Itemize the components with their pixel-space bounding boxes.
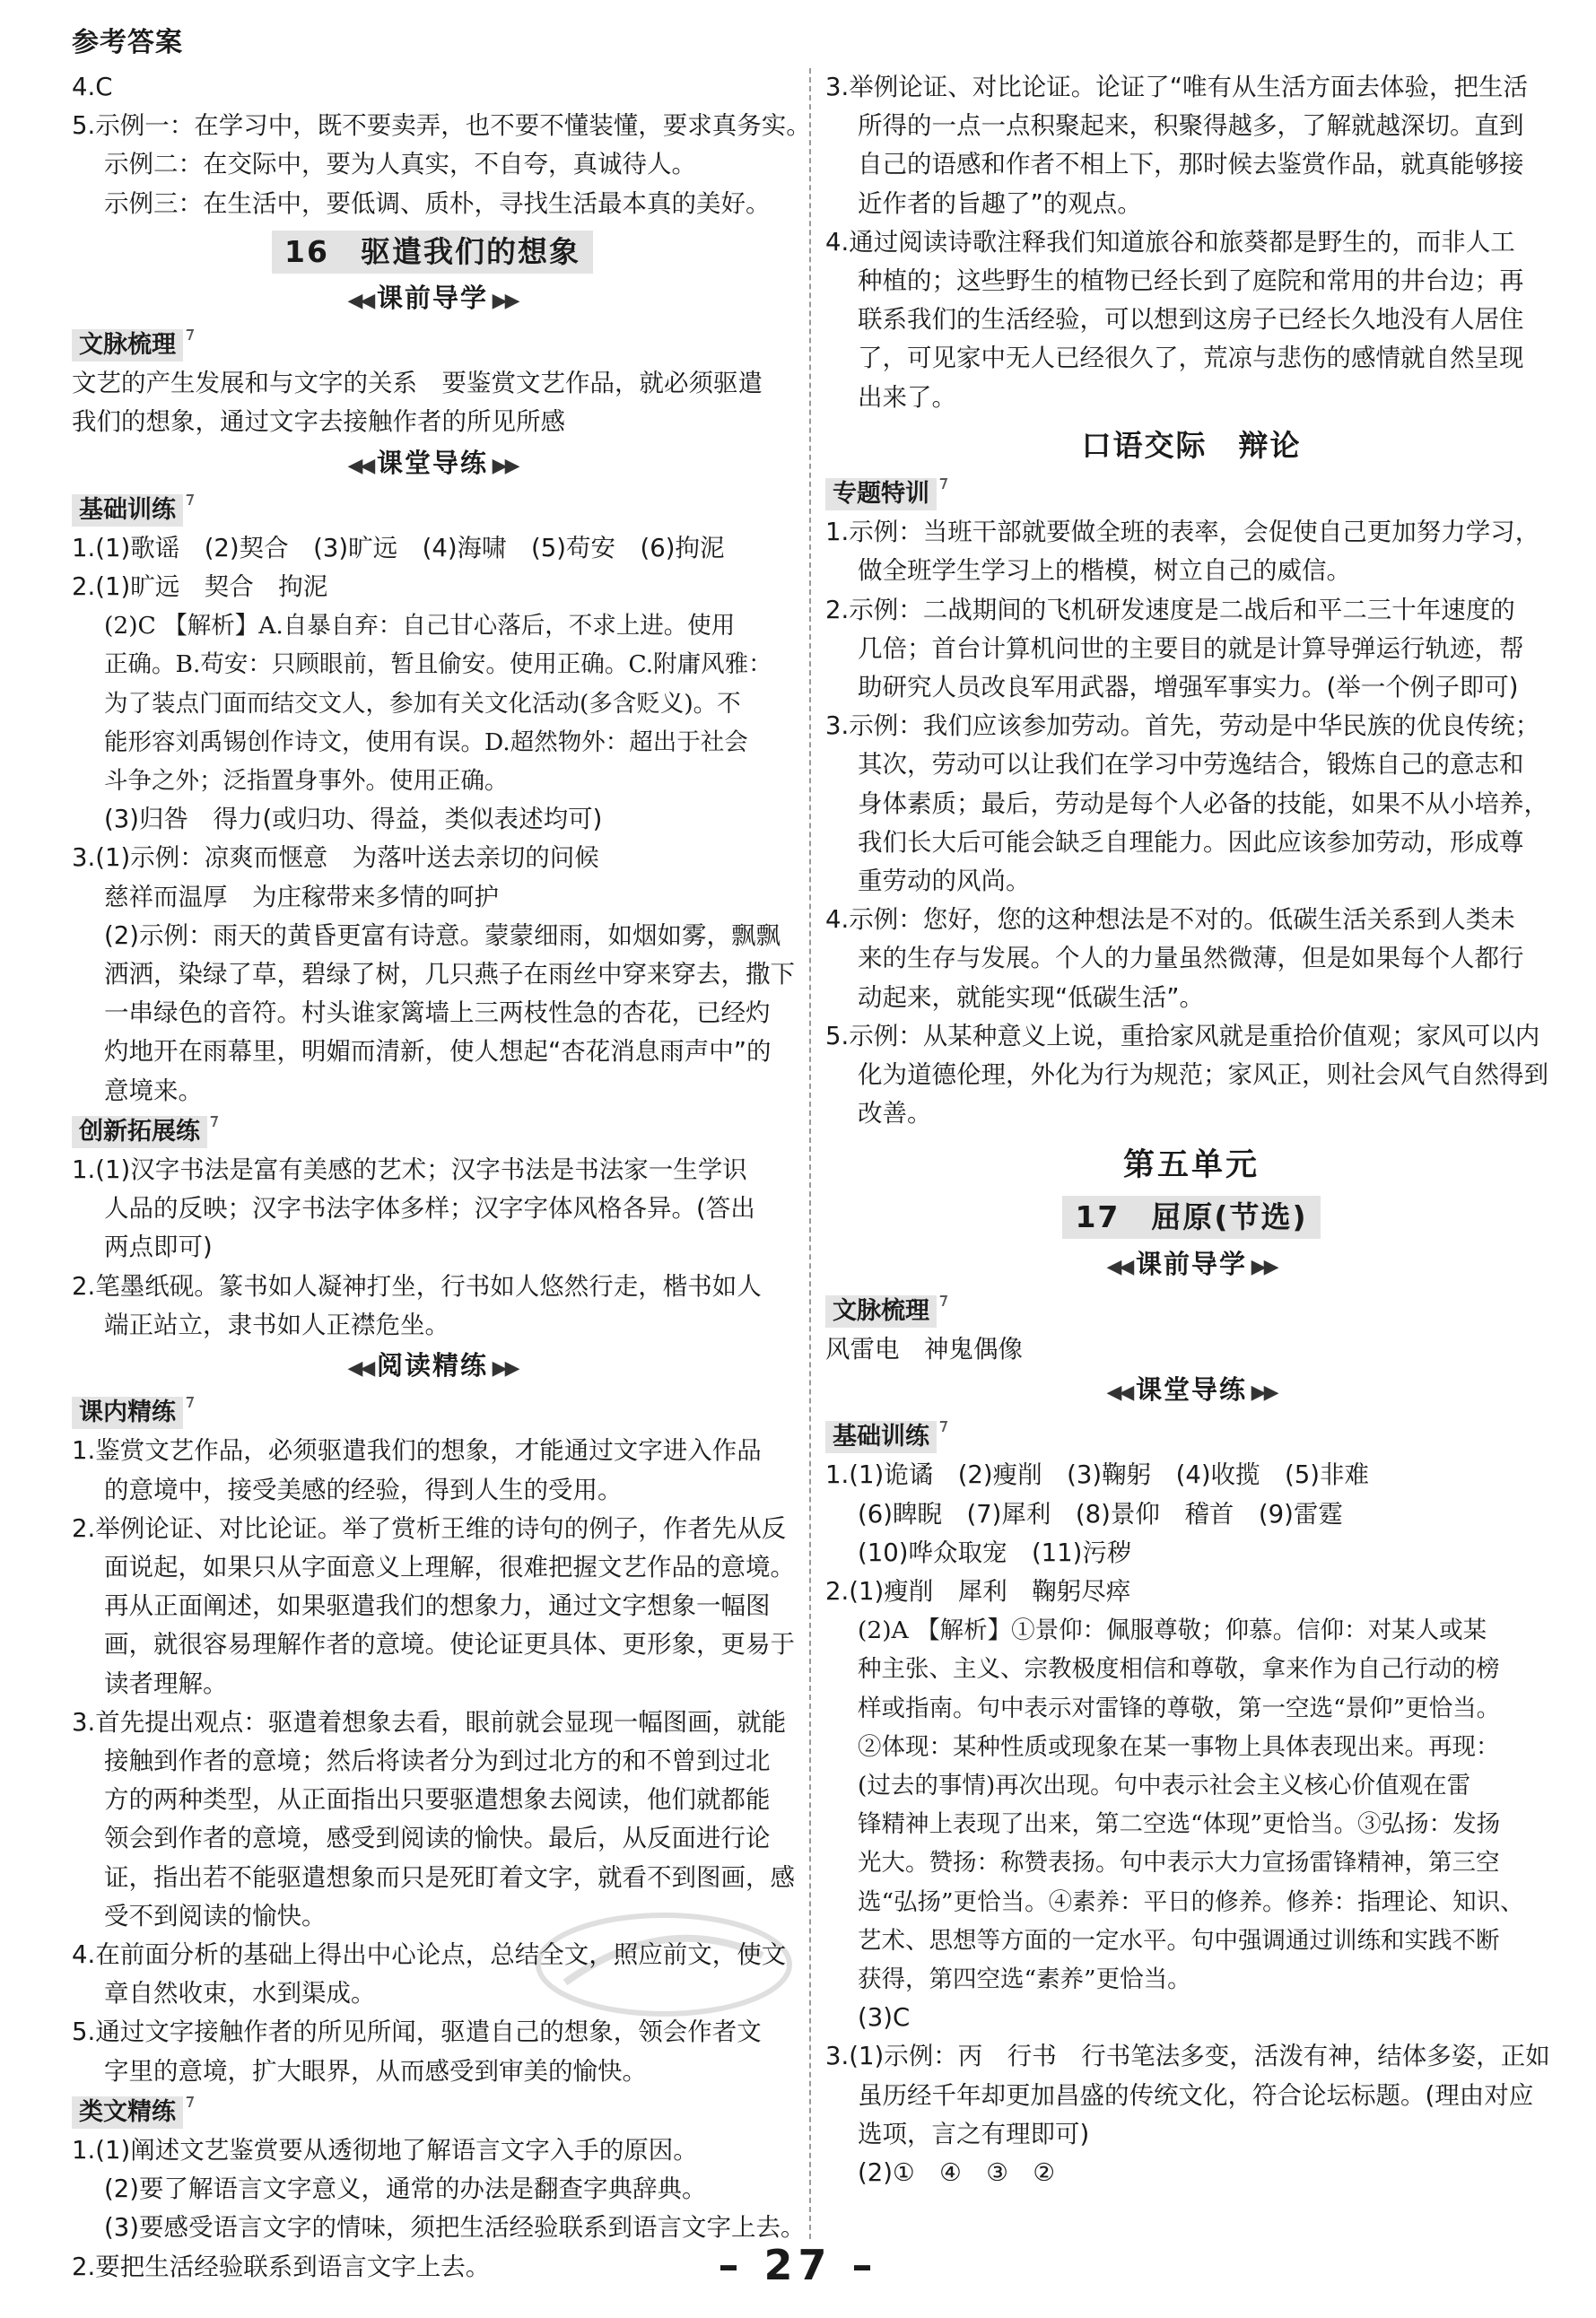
section-badge-row [72, 324, 793, 364]
answer-line: 端正站立，隶书如人正襟危坐。 [104, 1310, 449, 1339]
answer-line: (6)睥睨 (7)犀利 (8)景仰 稽首 (9)雷霆 [858, 1499, 1343, 1529]
answer-line: 2.示例：二战期间的飞机研发速度是二战后和平二三十年速度的 [825, 595, 1515, 624]
section-badge-row [825, 473, 1557, 513]
left-arrows-icon: ◀◀ [1106, 1255, 1136, 1278]
answer-line: 1.(1)诡谲 (2)瘦削 (3)鞠躬 (4)收揽 (5)非难 [825, 1460, 1370, 1490]
answer-line: 2.要把生活经验联系到语言文字上去。 [72, 2252, 491, 2281]
answer-line: 字里的意境，扩大眼界，从而感受到审美的愉快。 [104, 2056, 647, 2086]
answer-line: 所得的一点一点积聚起来，积聚得越多，了解就越深切。直到 [858, 111, 1524, 141]
answer-line: (3)C [858, 2003, 911, 2033]
answer-line: 两点即可) [104, 1233, 213, 1262]
left-arrows-icon: ◀◀ [347, 454, 377, 477]
answer-line: 方的两种类型，从正面指出只要驱遣想象去阅读，他们就都能 [104, 1785, 771, 1815]
answer-line: 选“弘扬”更恰当。④素养：平日的修养。修养：指理论、知识、 [858, 1887, 1524, 1916]
answer-line: 4.C [72, 73, 113, 101]
answer-line: 章自然收束，水到渠成。 [104, 1979, 376, 2009]
answer-line: 自己的语感和作者不相上下，那时候去鉴赏作品，就真能够接 [858, 150, 1524, 179]
section-badge: 基础训练 [72, 494, 183, 527]
answer-line: 重劳动的风尚。 [858, 867, 1031, 896]
section-badge-row [72, 489, 793, 529]
lesson-title-text: 17 屈原(节选) [1062, 1196, 1320, 1239]
answer-line: 种主张、主义、宗教极度相信和尊敬，拿来作为自己行动的榜 [858, 1655, 1500, 1684]
answer-line: 1.(1)歌谣 (2)契合 (3)旷远 (4)海啸 (5)苟安 (6)拘泥 [72, 533, 725, 562]
answer-line: (3)要感受语言文字的情味，须把生活经验联系到语言文字上去。 [104, 2213, 806, 2243]
answer-line: 1.(1)汉字书法是富有美感的艺术；汉字书法是书法家一生学识 [72, 1155, 747, 1185]
guide-heading-text: 课前导学 [1135, 1248, 1247, 1279]
answer-line: 受不到阅读的愉快。 [104, 1901, 327, 1930]
right-column [825, 68, 1557, 2239]
answer-line: 光大。赞扬：称赞表扬。句中表示大力宣扬雷锋精神，第三空 [858, 1849, 1500, 1878]
answer-line: 3.(1)示例：凉爽而惬意 为落叶送去亲切的问候 [72, 843, 599, 873]
section-badge: 文脉梳理 [825, 1295, 937, 1328]
left-column [72, 68, 811, 2281]
answer-line: 一串绿色的音符。村头谁家篱墙上三两枝性急的杏花，已经灼 [104, 998, 771, 1028]
answer-line: 化为道德伦理，外化为行为规范；家风正，则社会风气自然得到 [858, 1060, 1548, 1090]
answer-line: 意境来。 [104, 1076, 203, 1105]
answer-line: 样或指南。句中表示对雷锋的尊敬，第一空选“景仰”更恰当。 [858, 1694, 1501, 1722]
answer-line: 近作者的旨趣了”的观点。 [858, 188, 1142, 218]
section-badge-row [72, 1111, 793, 1151]
answer-line: 身体素质；最后，劳动是每个人必备的技能，如果不从小培养， [858, 789, 1548, 818]
lesson-title-text: 口语交际 辩论 [1081, 427, 1302, 463]
answer-line: 画，就很容易理解作者的意境。使论证更具体、更形象，更易于 [104, 1630, 795, 1660]
answer-line: 来的生存与发展。个人的力量虽然微薄，但是如果每个人都行 [858, 944, 1524, 973]
answer-line: 2.笔墨纸砚。篆书如人凝神打坐，行书如人悠然行走，楷书如人 [72, 1271, 762, 1301]
answer-line: 了，可见家中无人已经很久了，荒凉与悲伤的感情就自然呈现 [858, 344, 1524, 373]
answer-line: 5.示例：从某种意义上说，重拾家风就是重拾价值观；家风可以内 [825, 1021, 1540, 1050]
right-arrows-icon: ▶▶ [1247, 1381, 1277, 1405]
answer-line: 为了装点门面而结交文人，参加有关文化活动(多含贬义)。不 [104, 689, 741, 718]
section-badge-row [825, 1416, 1557, 1456]
answer-line: ②体现：某种性质或现象在某一事物上具体表现出来。再现： [858, 1732, 1500, 1761]
answer-line: 能形容刘禹锡创作诗文，使用有误。D.超然物外：超出于社会 [104, 728, 748, 756]
answer-line: 出来了。 [858, 382, 956, 412]
answer-line: 4.在前面分析的基础上得出中心论点，总结全文，照应前文，使文 [72, 1939, 787, 1969]
section-badge: 基础训练 [825, 1421, 937, 1453]
answer-line: 3.首先提出观点：驱遣着想象去看，眼前就会显现一幅图画，就能 [72, 1707, 787, 1737]
answer-line: 读者理解。 [104, 1669, 228, 1698]
left-arrows-icon: ◀◀ [347, 290, 377, 313]
guide-heading-text: 阅读精练 [376, 1350, 488, 1381]
answer-line: 3.(1)示例：丙 行书 行书笔法多变，活泼有神，结体多姿，正如 [825, 2042, 1550, 2071]
right-arrows-icon: ▶▶ [488, 1357, 518, 1381]
unit-title: 第五单元 [1122, 1147, 1260, 1184]
right-arrows-icon: ▶▶ [488, 454, 518, 477]
answer-line: 4.示例：您好，您的这种想法是不对的。低碳生活关系到人类未 [825, 905, 1515, 935]
answer-line: 做全班学生学习上的楷模，树立自己的威信。 [858, 556, 1351, 586]
right-arrows-icon: ▶▶ [1247, 1255, 1277, 1278]
left-arrows-icon: ◀◀ [347, 1357, 377, 1381]
answer-line: 虽历经千年却更加昌盛的传统文化，符合论坛标题。(理由对应 [858, 2080, 1534, 2110]
answer-line: 4.通过阅读诗歌注释我们知道旅谷和旅葵都是野生的，而非人工 [825, 227, 1515, 257]
answer-line: 选项，言之有理即可) [858, 2119, 1090, 2148]
answer-line: 3.举例论证、对比论证。论证了“唯有从生活方面去体验，把生活 [825, 73, 1528, 101]
answer-line: 面说起，如果只从字面意义上理解，很难把握文艺作品的意境。 [104, 1552, 795, 1582]
right-arrows-icon: ▶▶ [488, 290, 518, 313]
answer-line: 助研究人员改良军用武器，增强军事实力。(举一个例子即可) [858, 673, 1519, 702]
section-badge-row [72, 1391, 793, 1432]
section-badge-row [825, 1290, 1557, 1330]
answer-line: 种植的；这些野生的植物已经长到了庭院和常用的井台边；再 [858, 266, 1524, 296]
lesson-title [72, 231, 793, 274]
answer-line: (10)哗众取宠 (11)污秽 [858, 1538, 1132, 1567]
answer-line: 艺术、思想等方面的一定水平。句中强调通过训练和实践不断 [858, 1926, 1500, 1955]
answer-line: (2)A 【解析】①景仰：佩服尊敬；仰慕。信仰：对某人或某 [858, 1616, 1487, 1645]
answer-line: 2.(1)瘦削 犀利 鞠躬尽瘁 [825, 1576, 1131, 1606]
answer-line: 联系我们的生活经验，可以想到这房子已经长久地没有人居住 [858, 305, 1524, 335]
lesson-title [825, 1196, 1557, 1239]
lesson-title [825, 424, 1557, 467]
guide-heading-text: 课堂导练 [1135, 1374, 1247, 1406]
column-divider [809, 68, 811, 2239]
answer-line: 锋精神上表现了出来，第二空选“体现”更恰当。③弘扬：发扬 [858, 1810, 1501, 1839]
answer-line: 灼地开在雨幕里，明媚而清新，使人想起“杏花消息雨声中”的 [104, 1037, 772, 1067]
answer-line: (2)C 【解析】A.自暴自弃：自己甘心落后，不求上进。使用 [104, 612, 736, 640]
answer-line: 示例三：在生活中，要低调、质朴，寻找生活最本真的美好。 [104, 188, 771, 218]
answer-line: 其次，劳动可以让我们在学习中劳逸结合，锻炼自己的意志和 [858, 750, 1524, 780]
answer-line: 我们长大后可能会缺乏自理能力。因此应该参加劳动，形成尊 [858, 827, 1524, 857]
section-badge: 文脉梳理 [72, 329, 183, 362]
answer-line: 示例二：在交际中，要为人真实，不自夸，真诚待人。 [104, 150, 696, 179]
guide-heading-text: 课前导学 [376, 283, 488, 314]
section-badge: 课内精练 [72, 1397, 183, 1429]
answer-line: 1.示例：当班干部就要做全班的表率，会促使自己更加努力学习， [825, 518, 1540, 547]
answer-line: 5.示例一：在学习中，既不要卖弄，也不要不懂装懂，要求真务实。 [72, 111, 811, 141]
answer-line: 证，指出若不能驱遣想象而只是死盯着文字，就看不到图画，感 [104, 1862, 795, 1892]
answer-line: 2.(1)旷远 契合 拘泥 [72, 572, 328, 602]
answer-line: 斗争之外；泛指置身事外。使用正确。 [104, 767, 509, 796]
section-guide-heading [72, 444, 793, 485]
answer-line: 慈祥而温厚 为庄稼带来多情的呵护 [104, 882, 499, 911]
page-header: 参考答案 [72, 27, 183, 58]
answer-line: 1.鉴赏文艺作品，必须驱遣我们的想象，才能通过文字进入作品 [72, 1436, 762, 1466]
answer-line: 领会到作者的意境，感受到阅读的愉快。最后，从反面进行论 [104, 1824, 771, 1853]
answer-line: 5.通过文字接触作者的所见所闻，驱遣自己的想象，领会作者文 [72, 2017, 762, 2047]
page-number: – 27 – [718, 2241, 878, 2289]
guide-heading-text: 课堂导练 [376, 447, 488, 478]
answer-line: 风雷电 神鬼偶像 [825, 1334, 1023, 1364]
answer-line: 洒洒，染绿了草，碧绿了树，几只燕子在雨丝中穿来穿去，撒下 [104, 960, 795, 989]
answer-line: (2)① ④ ③ ② [858, 2157, 1056, 2187]
answer-line: 我们的想象，通过文字去接触作者的所见所感 [72, 407, 565, 437]
answer-line: (3)归咎 得力(或归功、得益，类似表述均可) [104, 805, 603, 834]
section-badge-row [72, 2091, 793, 2131]
section-badge: 创新拓展练 [72, 1116, 207, 1148]
answer-line: 2.举例论证、对比论证。举了赏析王维的诗句的例子，作者先从反 [72, 1513, 787, 1543]
section-guide-heading [72, 279, 793, 320]
answer-line: 1.(1)阐述文艺鉴赏要从透彻地了解语言文字入手的原因。 [72, 2135, 698, 2165]
answer-line: 正确。B.苟安：只顾眼前，暂且偷安。使用正确。C.附庸风雅： [104, 650, 772, 679]
section-badge: 类文精练 [72, 2096, 183, 2129]
section-guide-heading [825, 1245, 1557, 1286]
answer-line: (过去的事情)再次出现。句中表示社会主义核心价值观在雷 [858, 1771, 1471, 1800]
answer-line: (2)要了解语言文字意义，通常的办法是翻查字典辞典。 [104, 2174, 707, 2204]
section-guide-heading [825, 1371, 1557, 1412]
answer-line: 改善。 [858, 1099, 932, 1128]
answer-line: (2)示例：雨天的黄昏更富有诗意。蒙蒙细雨，如烟如雾，飘飘 [104, 920, 781, 950]
section-badge: 专题特训 [825, 478, 937, 510]
left-arrows-icon: ◀◀ [1106, 1381, 1136, 1405]
answer-line: 接触到作者的意境；然后将读者分为到过北方的和不曾到过北 [104, 1746, 771, 1775]
answer-line: 几倍；首台计算机问世的主要目的就是计算导弹运行轨迹，帮 [858, 633, 1524, 663]
section-guide-heading [72, 1346, 793, 1388]
answer-line: 的意境中，接受美感的经验，得到人生的受用。 [104, 1475, 623, 1504]
lesson-title-text: 16 驱遣我们的想象 [272, 231, 593, 274]
answer-line: 获得，第四空选“素养”更恰当。 [858, 1965, 1191, 1993]
answer-line: 文艺的产生发展和与文字的关系 要鉴赏文艺作品，就必须驱遣 [72, 369, 763, 398]
answer-line: 再从正面阐述，如果驱遣我们的想象力，通过文字想象一幅图 [104, 1591, 771, 1621]
answer-line: 3.示例：我们应该参加劳动。首先，劳动是中华民族的优良传统； [825, 711, 1540, 741]
answer-line: 人品的反映；汉字书法字体多样；汉字字体风格各异。(答出 [104, 1194, 755, 1224]
answer-line: 动起来，就能实现“低碳生活”。 [858, 982, 1204, 1012]
